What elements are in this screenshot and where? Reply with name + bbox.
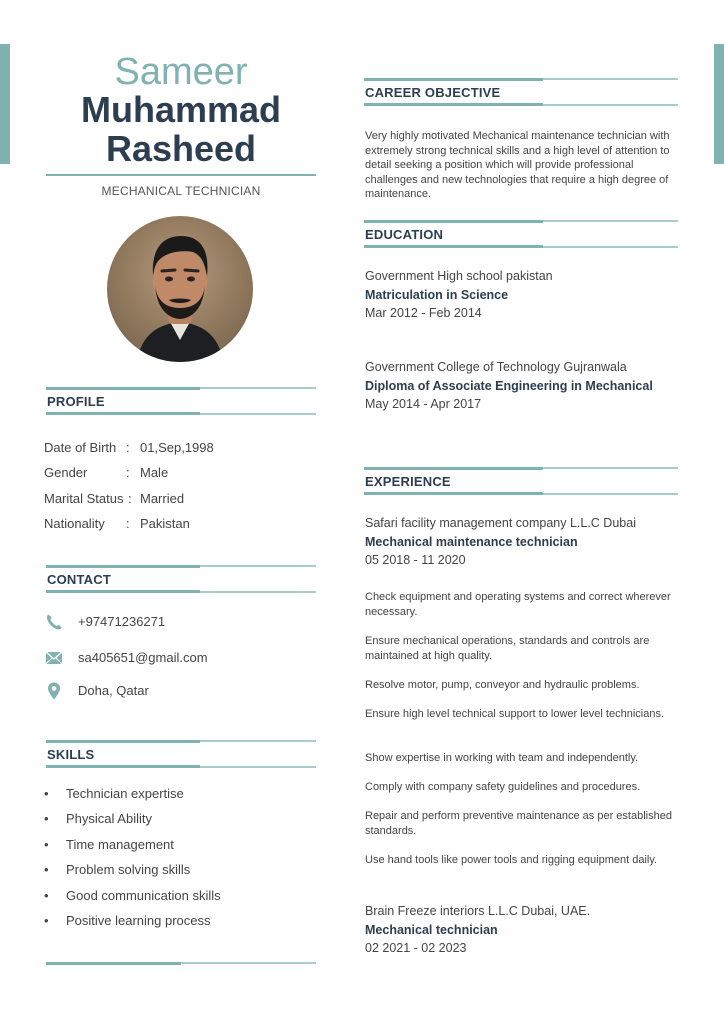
profile-label: Nationality — [44, 516, 105, 531]
job-title: MECHANICAL TECHNICIAN — [101, 184, 261, 198]
job-duty: Use hand tools like power tools and rigging equipment daily. — [365, 854, 658, 866]
skill-label: Problem solving skills — [66, 862, 191, 877]
education-school: Government High school pakistan — [365, 269, 553, 283]
avatar — [107, 216, 253, 362]
education-section-heading — [364, 220, 678, 248]
skills-section-heading — [46, 740, 316, 768]
education-heading: EDUCATION — [365, 227, 444, 242]
profile-heading: PROFILE — [47, 394, 105, 409]
job-duty: Resolve motor, pump, conveyor and hydraulic problems. — [365, 679, 640, 691]
education-entry — [365, 358, 685, 414]
job-duty: Repair and perform preventive maintenance as per established standards. — [365, 810, 672, 837]
job-duty: Ensure mechanical operations, standards and controls are maintained at high quality. — [365, 635, 650, 662]
bottom-divider-accent — [46, 962, 181, 965]
job-dates: 02 2021 - 02 2023 — [365, 941, 467, 955]
education-dates: May 2014 - Apr 2017 — [365, 397, 482, 411]
profile-label: Marital Status — [44, 491, 124, 506]
experience-job — [365, 902, 685, 958]
objective-text: Very highly motivated Mechanical maintenance technician with extremely strong technical skills and a high level of attention to detail seeking a position which will provide professional challenges and new technologies that require a high degree of maintenance. — [365, 130, 670, 200]
skill-label: Time management — [66, 837, 174, 852]
profile-separator: : — [126, 516, 130, 531]
name-divider — [46, 174, 316, 176]
education-degree: Matriculation in Science — [365, 287, 509, 302]
skills-heading: SKILLS — [47, 747, 95, 762]
education-dates: Mar 2012 - Feb 2014 — [365, 306, 482, 320]
left-edge-accent-bar — [0, 44, 10, 164]
job-duty: Show expertise in working with team and independently. — [365, 752, 639, 764]
objective-section-heading — [364, 78, 678, 106]
profile-section-heading — [46, 387, 316, 415]
experience-job — [365, 514, 685, 570]
job-company: Safari facility management company L.L.C Dubai — [365, 516, 636, 530]
profile-label: Date of Birth — [44, 440, 117, 455]
job-role: Mechanical technician — [365, 922, 498, 937]
education-entry — [365, 267, 685, 323]
education-degree: Diploma of Associate Engineering in Mechanical — [365, 378, 653, 393]
education-school: Government College of Technology Gujranwala — [365, 360, 627, 374]
contact-email[interactable]: sa405651@gmail.com — [78, 650, 208, 665]
contact-heading: CONTACT — [47, 572, 111, 587]
last-name: Rasheed — [105, 128, 257, 169]
profile-value: Pakistan — [140, 516, 190, 531]
middle-name: Muhammad — [80, 89, 282, 130]
job-duty: Ensure high level technical support to lower level technicians. — [365, 708, 664, 720]
profile-value: 01,Sep,1998 — [140, 440, 214, 455]
objective-heading: CAREER OBJECTIVE — [365, 85, 501, 100]
contact-location: Doha, Qatar — [78, 683, 149, 698]
map-pin-icon — [44, 681, 64, 701]
contact-phone[interactable]: +97471236271 — [78, 614, 166, 629]
job-duty: Check equipment and operating systems and correct wherever necessary. — [365, 591, 671, 618]
job-role: Mechanical maintenance technician — [365, 534, 578, 549]
phone-icon — [44, 612, 64, 632]
profile-separator: : — [126, 440, 130, 455]
profile-label: Gender — [44, 465, 88, 480]
profile-value: Male — [140, 465, 169, 480]
skill-label: Technician expertise — [66, 786, 184, 801]
experience-section-heading — [364, 467, 678, 495]
job-company: Brain Freeze interiors L.L.C Dubai, UAE. — [365, 904, 591, 918]
experience-heading: EXPERIENCE — [365, 474, 451, 489]
profile-separator: : — [128, 491, 132, 506]
skill-label: Positive learning process — [66, 913, 211, 928]
skill-label: Good communication skills — [66, 888, 221, 903]
envelope-icon — [44, 648, 64, 668]
right-edge-accent-bar — [714, 44, 724, 164]
profile-value: Married — [140, 491, 185, 506]
profile-separator: : — [126, 465, 130, 480]
contact-section-heading — [46, 565, 316, 593]
first-name: Sameer — [114, 51, 248, 93]
job-dates: 05 2018 - 11 2020 — [365, 553, 466, 567]
profile-photo — [107, 216, 253, 362]
skill-label: Physical Ability — [66, 811, 152, 826]
last-name-block — [46, 90, 316, 168]
job-duty: Comply with company safety guidelines and procedures. — [365, 781, 641, 793]
